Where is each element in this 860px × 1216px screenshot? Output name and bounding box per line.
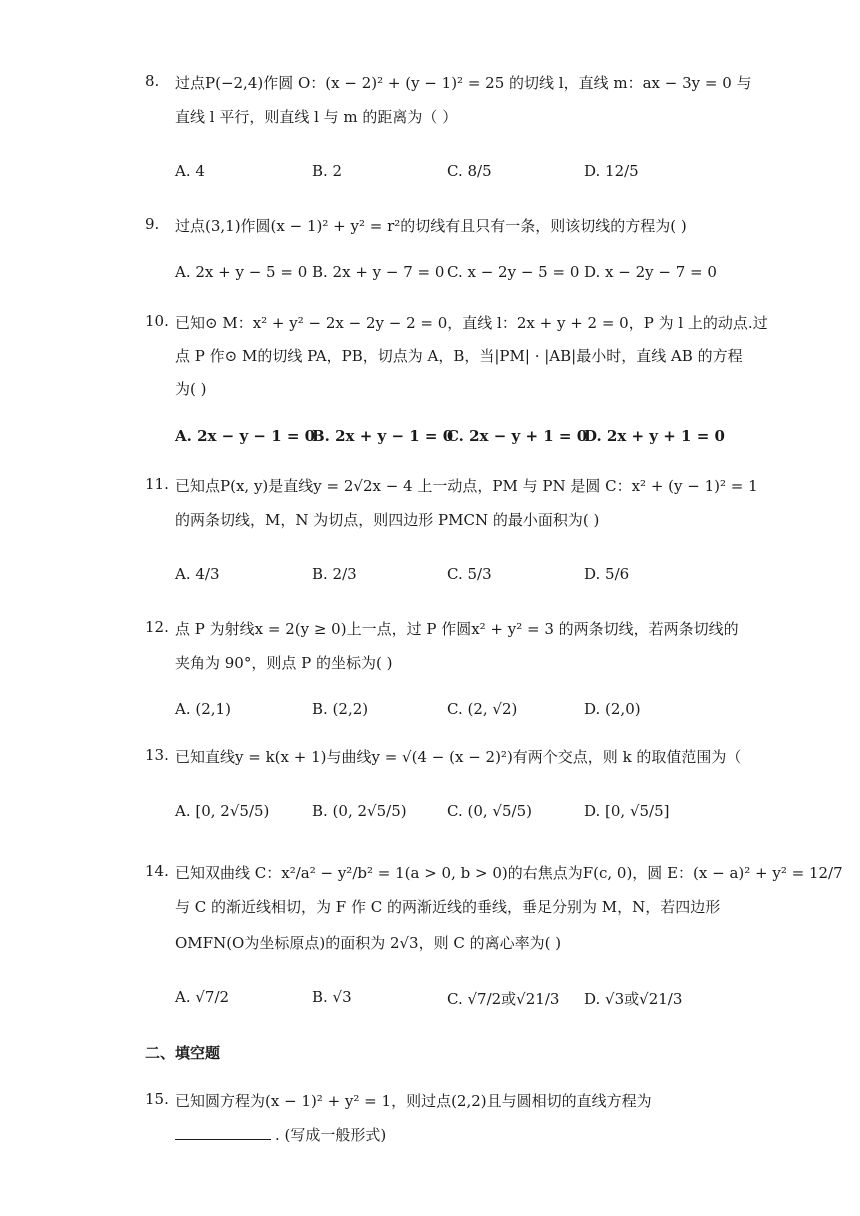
question-number: 13. bbox=[145, 746, 169, 764]
option-d: D. 2x + y + 1 = 0 bbox=[584, 427, 725, 445]
question-text: 直线 l 平行，则直线 l 与 m 的距离为（ ） bbox=[175, 108, 458, 126]
option-b: B. 2/3 bbox=[312, 565, 357, 583]
question-text: 点 P 作⊙ M的切线 PA，PB，切点为 A，B，当|PM| · |AB|最小时，直线 AB 的方程 bbox=[175, 347, 743, 365]
question-text: 过点P(−2,4)作圆 O：(x − 2)² + (y − 1)² = 25 的切线 l，直线 m：ax − 3y = 0 与 bbox=[175, 74, 752, 92]
answer-line bbox=[175, 1124, 386, 1145]
option-c: C. (0, √5/5) bbox=[447, 802, 532, 820]
option-c: C. 8/5 bbox=[447, 162, 492, 180]
question-text: 已知圆方程为(x − 1)² + y² = 1，则过点(2,2)且与圆相切的直线方程为 bbox=[175, 1092, 652, 1110]
option-a: A. 4/3 bbox=[175, 565, 220, 583]
option-c: C. (2, √2) bbox=[447, 700, 518, 718]
option-b: B. (2,2) bbox=[312, 700, 369, 718]
question-text: 与 C 的渐近线相切，为 F 作 C 的两渐近线的垂线，垂足分别为 M，N，若四边形 bbox=[175, 898, 721, 916]
option-b: B. 2 bbox=[312, 162, 343, 180]
question-text: 的两条切线，M，N 为切点，则四边形 PMCN 的最小面积为( ) bbox=[175, 511, 600, 529]
option-d: D. [0, √5/5] bbox=[584, 802, 670, 820]
question-text: 已知直线y = k(x + 1)与曲线y = √(4 − (x − 2)²)有两个交点，则 k 的取值范围为（ bbox=[175, 748, 742, 766]
question-number: 14. bbox=[145, 862, 169, 880]
question-text: 已知双曲线 C：x²/a² − y²/b² = 1(a > 0, b > 0)的右焦点为F(c, 0)，圆 E：(x − a)² + y² = 12/7 bbox=[175, 864, 843, 882]
question-text: 已知⊙ M：x² + y² − 2x − 2y − 2 = 0，直线 l：2x + y + 2 = 0，P 为 l 上的动点.过 bbox=[175, 314, 768, 332]
question-number: 8. bbox=[145, 72, 160, 90]
question-text: 点 P 为射线x = 2(y ≥ 0)上一点，过 P 作圆x² + y² = 3 的两条切线，若两条切线的 bbox=[175, 620, 739, 638]
option-a: A. 4 bbox=[175, 162, 205, 180]
question-text: 已知点P(x, y)是直线y = 2√2x − 4 上一动点，PM 与 PN 是圆 C：x² + (y − 1)² = 1 bbox=[175, 477, 758, 495]
question-text: OMFN(O为坐标原点)的面积为 2√3，则 C 的离心率为( ) bbox=[175, 934, 562, 952]
question-number: 10. bbox=[145, 312, 169, 330]
section-heading: 二、填空题 bbox=[145, 1044, 221, 1062]
question-number: 15. bbox=[145, 1090, 169, 1108]
option-c: C. 2x − y + 1 = 0 bbox=[447, 427, 588, 445]
option-a: A. 2x − y − 1 = 0 bbox=[175, 427, 316, 445]
question-number: 9. bbox=[145, 215, 160, 233]
option-d: D. x − 2y − 7 = 0 bbox=[584, 263, 717, 281]
question-text: . (写成一般形式) bbox=[275, 1126, 387, 1144]
option-c: C. 5/3 bbox=[447, 565, 492, 583]
option-d: D. √3或√21/3 bbox=[584, 990, 683, 1008]
option-d: D. (2,0) bbox=[584, 700, 641, 718]
option-a: A. 2x + y − 5 = 0 bbox=[175, 263, 308, 281]
option-a: A. [0, 2√5/5) bbox=[175, 802, 270, 820]
option-a: A. (2,1) bbox=[175, 700, 231, 718]
option-b: B. (0, 2√5/5) bbox=[312, 802, 407, 820]
answer-blank[interactable] bbox=[175, 1125, 271, 1140]
question-text: 夹角为 90°，则点 P 的坐标为( ) bbox=[175, 654, 393, 672]
option-d: D. 5/6 bbox=[584, 565, 630, 583]
question-text: 过点(3,1)作圆(x − 1)² + y² = r²的切线有且只有一条，则该切线的方程为( ) bbox=[175, 217, 687, 235]
option-b: B. √3 bbox=[312, 988, 352, 1006]
option-c: C. x − 2y − 5 = 0 bbox=[447, 263, 580, 281]
option-c: C. √7/2或√21/3 bbox=[447, 990, 560, 1008]
question-number: 12. bbox=[145, 618, 169, 636]
option-b: B. 2x + y − 1 = 0 bbox=[312, 427, 454, 445]
option-a: A. √7/2 bbox=[175, 988, 230, 1006]
option-b: B. 2x + y − 7 = 0 bbox=[312, 263, 445, 281]
question-number: 11. bbox=[145, 475, 169, 493]
question-text: 为( ) bbox=[175, 380, 207, 398]
option-d: D. 12/5 bbox=[584, 162, 639, 180]
